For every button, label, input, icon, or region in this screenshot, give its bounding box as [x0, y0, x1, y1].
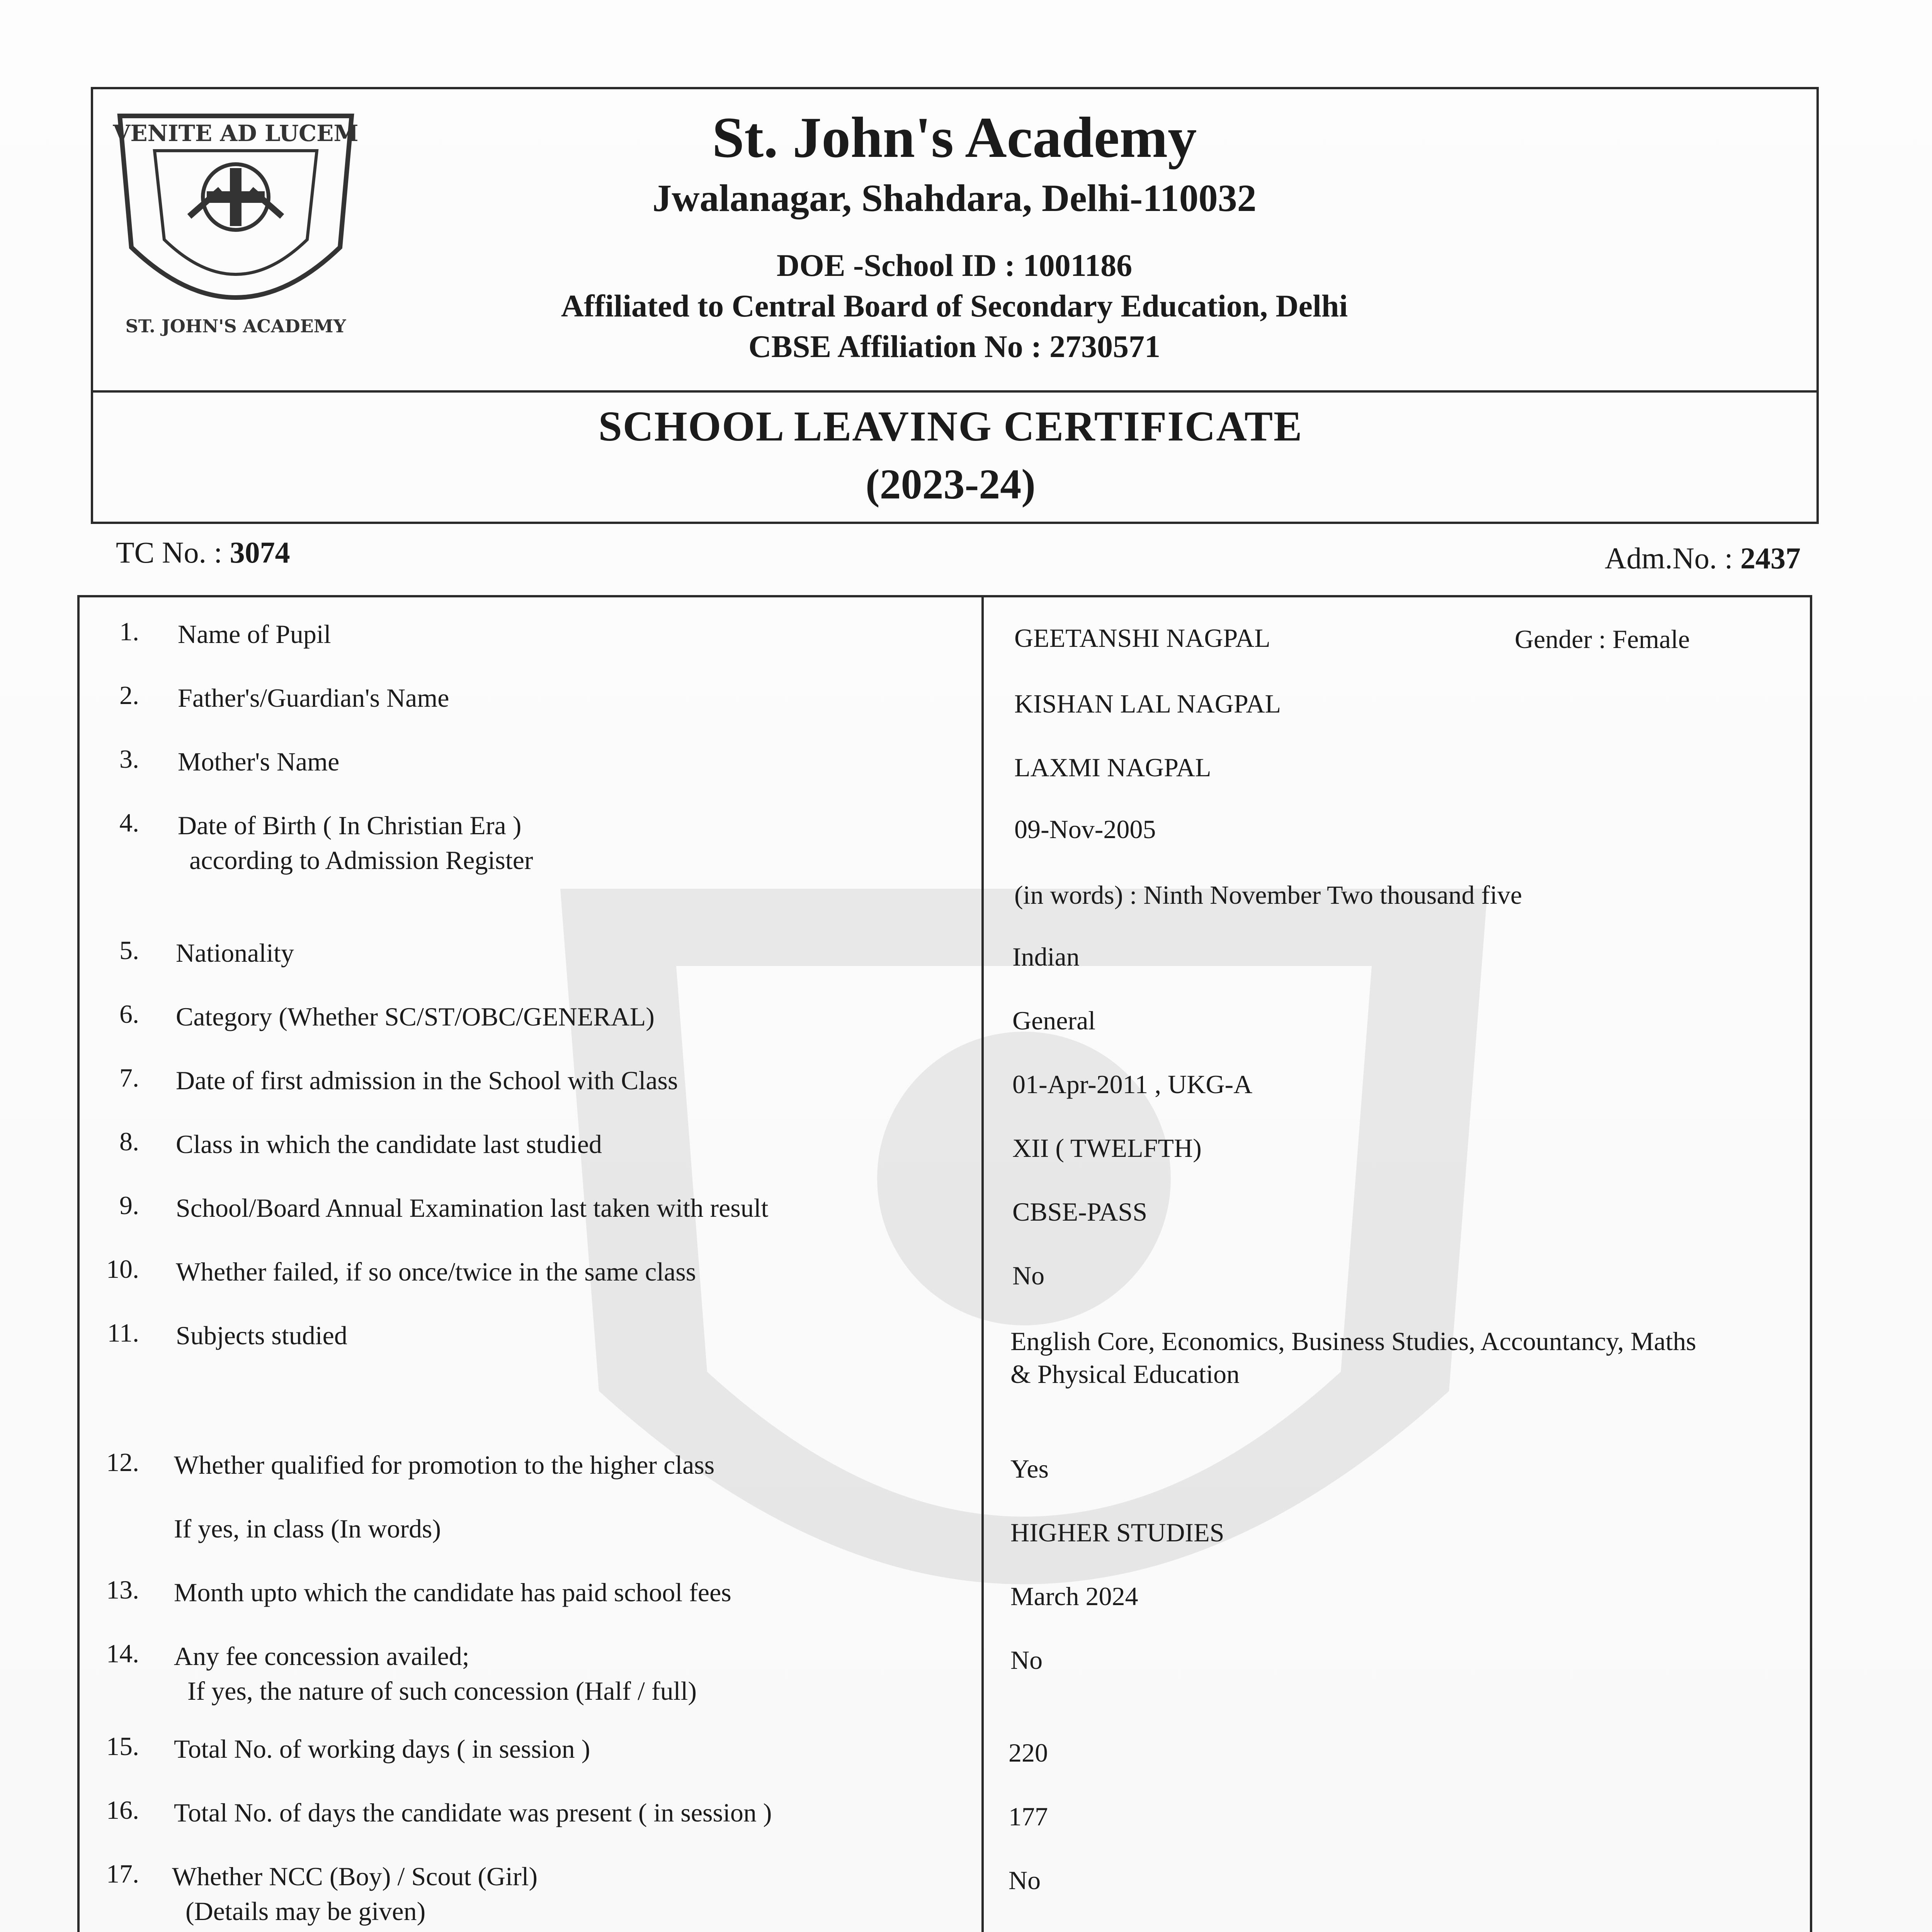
row-number: 6.	[119, 999, 139, 1029]
frame-right-upper	[1816, 390, 1819, 522]
row-value: March 2024	[1010, 1582, 1138, 1611]
row-label: Category (Whether SC/ST/OBC/GENERAL)	[176, 1002, 655, 1031]
gender-value: Gender : Female	[1515, 624, 1690, 654]
row-label: Date of Birth ( In Christian Era )	[178, 811, 522, 840]
tc-number: TC No. : 3074	[116, 536, 290, 569]
row-label-continued: (Details may be given)	[185, 1896, 426, 1926]
row-label-continued: according to Admission Register	[189, 845, 533, 875]
table-right-border	[1810, 595, 1812, 1932]
row-number: 4.	[119, 808, 139, 837]
row-value: CBSE-PASS	[1012, 1197, 1148, 1226]
affiliation-text: Affiliated to Central Board of Secondary Education, Delhi	[561, 288, 1348, 323]
row-number: 1.	[119, 617, 139, 646]
row-number: 14.	[106, 1639, 139, 1668]
row-value: XII ( TWELFTH)	[1012, 1133, 1202, 1163]
row-label: Any fee concession availed;	[174, 1641, 469, 1671]
row-value: 01-Apr-2011 , UKG-A	[1012, 1070, 1253, 1099]
certificate-session: (2023-24)	[866, 461, 1036, 508]
row-label: School/Board Annual Examination last taken with result	[176, 1193, 769, 1223]
row-number: 5.	[119, 935, 139, 965]
row-label: Whether NCC (Boy) / Scout (Girl)	[172, 1862, 538, 1891]
row-value: General	[1012, 1006, 1096, 1035]
row-label: Total No. of working days ( in session )	[174, 1734, 590, 1764]
row-value: No	[1010, 1645, 1043, 1675]
row-number: 15.	[106, 1731, 139, 1761]
row-value-continued: & Physical Education	[1010, 1359, 1240, 1389]
school-address: Jwalanagar, Shahdara, Delhi-110032	[652, 177, 1257, 219]
row-value: No	[1009, 1866, 1041, 1895]
row-number: 10.	[106, 1254, 139, 1284]
row-number: 11.	[107, 1318, 139, 1347]
row-label: Class in which the candidate last studied	[176, 1129, 602, 1159]
row-number: 17.	[106, 1859, 139, 1888]
row-label: Name of Pupil	[178, 619, 331, 649]
row-number: 3.	[119, 744, 139, 774]
row-value: GEETANSHI NAGPAL	[1014, 623, 1270, 653]
admission-number: Adm.No. : 2437	[1605, 541, 1801, 575]
certificate-title: SCHOOL LEAVING CERTIFICATE	[598, 403, 1303, 450]
row-label-continued: If yes, the nature of such concession (Half / full)	[187, 1676, 697, 1706]
row-label: Month upto which the candidate has paid school fees	[174, 1578, 731, 1607]
row-number: 16.	[106, 1795, 139, 1825]
row-value-words: (in words) : Ninth November Two thousand five	[1014, 880, 1522, 910]
row-number: 8.	[119, 1127, 139, 1156]
school-crest-logo	[108, 100, 363, 348]
table-top-border	[77, 595, 1812, 597]
row-value: Indian	[1012, 942, 1080, 971]
row-label: Date of first admission in the School with Class	[176, 1066, 678, 1095]
row-value: Yes	[1010, 1454, 1049, 1483]
row-label: Whether qualified for promotion to the higher class	[174, 1450, 715, 1480]
doe-school-id: DOE -School ID : 1001186	[776, 248, 1133, 283]
row-value: 220	[1009, 1738, 1048, 1767]
row-number: 2.	[119, 680, 139, 710]
header-divider	[91, 390, 1819, 393]
row-label: Mother's Name	[178, 747, 340, 776]
row-label: Total No. of days the candidate was present ( in session )	[174, 1798, 772, 1827]
row-value: KISHAN LAL NAGPAL	[1014, 689, 1281, 718]
row-value: LAXMI NAGPAL	[1014, 753, 1211, 782]
row-value: HIGHER STUDIES	[1010, 1518, 1225, 1547]
school-name: St. John's Academy	[712, 105, 1197, 170]
cbse-affiliation-no: CBSE Affiliation No : 2730571	[748, 329, 1161, 364]
row-value: No	[1012, 1261, 1045, 1290]
row-label: If yes, in class (In words)	[174, 1514, 441, 1543]
row-label: Subjects studied	[176, 1321, 347, 1350]
row-label: Nationality	[176, 938, 294, 968]
row-value: English Core, Economics, Business Studies, Accountancy, Maths	[1010, 1327, 1696, 1356]
row-label: Father's/Guardian's Name	[178, 683, 449, 713]
row-label: Whether failed, if so once/twice in the same class	[176, 1257, 696, 1286]
row-value: 177	[1009, 1802, 1048, 1831]
title-divider	[91, 522, 1819, 524]
row-number: 12.	[106, 1447, 139, 1477]
svg-text:ST. JOHN'S ACADEMY: ST. JOHN'S ACADEMY	[125, 316, 346, 337]
row-number: 7.	[119, 1063, 139, 1092]
row-value: 09-Nov-2005	[1014, 815, 1156, 844]
row-number: 13.	[106, 1575, 139, 1604]
svg-text:VENITE AD LUCEM: VENITE AD LUCEM	[113, 120, 359, 146]
row-number: 9.	[119, 1190, 139, 1220]
